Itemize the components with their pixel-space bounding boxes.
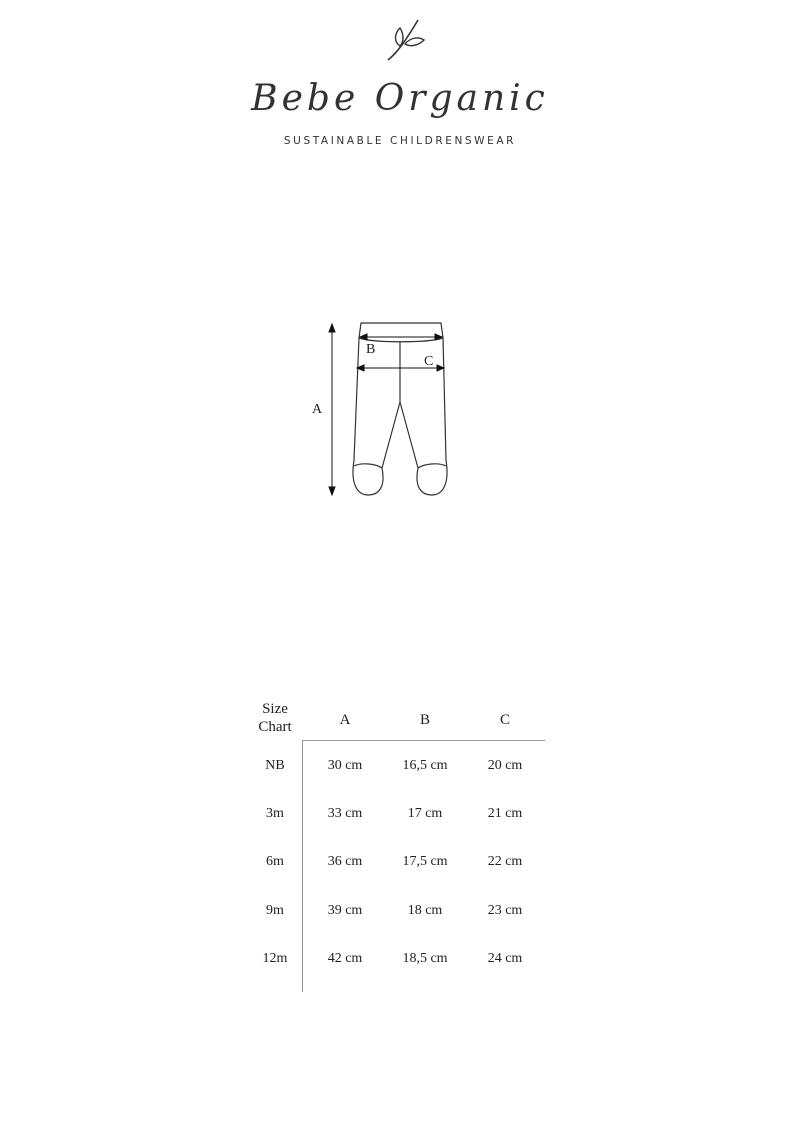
- measure-a-value: 42 cm: [327, 951, 363, 966]
- label-b: B: [366, 342, 376, 357]
- size-chart-heading-line-2: Chart: [258, 719, 292, 735]
- measure-b-value: 18 cm: [407, 903, 443, 918]
- brand-name: Bebe Organic: [251, 78, 549, 119]
- measure-b-value: 18,5 cm: [402, 951, 448, 966]
- column-header-b: B: [419, 712, 430, 728]
- measure-a-arrow-top: [329, 324, 335, 332]
- measure-c-value: 20 cm: [487, 758, 523, 773]
- size-chart-table: [250, 700, 550, 995]
- measure-a-value: 39 cm: [327, 903, 363, 918]
- brand-logo: [0, 0, 800, 170]
- footed-pants-diagram: [300, 310, 500, 510]
- right-foot-seam: [418, 464, 446, 468]
- table-row: [250, 903, 550, 923]
- measure-c-value: 21 cm: [487, 806, 523, 821]
- size-label: NB: [265, 758, 285, 773]
- size-chart-heading-line-1: Size: [262, 701, 288, 717]
- size-chart-heading: [250, 700, 300, 740]
- measure-c-value: 23 cm: [487, 903, 523, 918]
- size-label: 3m: [266, 806, 284, 821]
- table-divider-horizontal: [302, 740, 545, 741]
- measure-a-value: 36 cm: [327, 854, 363, 869]
- column-header-c: C: [499, 712, 510, 728]
- label-a: A: [312, 402, 323, 417]
- measure-c-value: 22 cm: [487, 854, 523, 869]
- table-row: [250, 854, 550, 874]
- measure-a-value: 30 cm: [327, 758, 363, 773]
- leaf-icon: [380, 16, 430, 66]
- measure-a-arrow-bottom: [329, 487, 335, 495]
- measure-b-value: 17,5 cm: [402, 854, 448, 869]
- measure-b-value: 17 cm: [407, 806, 443, 821]
- size-label: 12m: [262, 951, 288, 966]
- measure-b-value: 16,5 cm: [402, 758, 448, 773]
- measure-c-value: 24 cm: [487, 951, 523, 966]
- waistband-outline: [359, 323, 443, 342]
- measure-a-value: 33 cm: [327, 806, 363, 821]
- label-c: C: [424, 354, 434, 369]
- table-row: [250, 951, 550, 971]
- measure-c-arrow-right: [437, 365, 444, 371]
- size-label: 9m: [266, 903, 284, 918]
- left-foot-seam: [354, 464, 382, 468]
- brand-tagline: SUSTAINABLE CHILDRENSWEAR: [283, 135, 517, 147]
- table-row: [250, 806, 550, 826]
- column-header-a: A: [339, 712, 351, 728]
- table-row: [250, 758, 550, 778]
- size-label: 6m: [266, 854, 284, 869]
